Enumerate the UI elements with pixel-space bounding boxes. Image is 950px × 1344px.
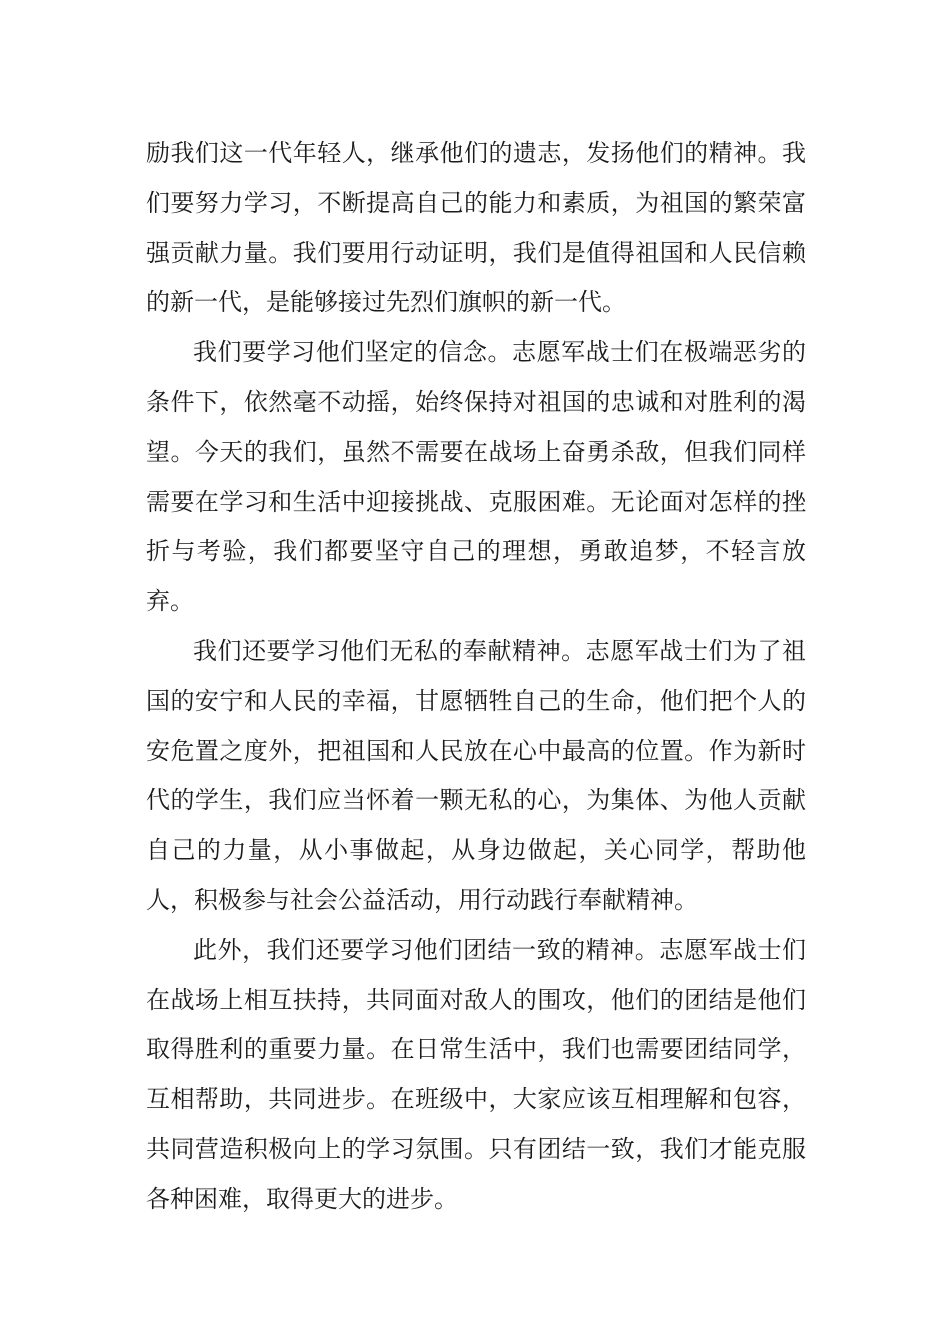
text-line: 共同营造积极向上的学习氛围。只有团结一致，我们才能克服 <box>146 1134 806 1163</box>
paragraph-4 <box>146 926 806 1225</box>
paragraph-3 <box>146 627 806 926</box>
text-line: 条件下，依然毫不动摇，始终保持对祖国的忠诚和对胜利的渴 <box>146 387 806 416</box>
text-line: 弃。 <box>146 587 194 616</box>
text-line: 在战场上相互扶持，共同面对敌人的围攻，他们的团结是他们 <box>146 985 806 1014</box>
text-line: 各种困难，取得更大的进步。 <box>146 1184 458 1213</box>
text-line: 代的学生，我们应当怀着一颗无私的心，为集体、为他人贡献 <box>146 786 806 815</box>
document-body <box>146 129 806 1225</box>
text-line: 励我们这一代年轻人，继承他们的遗志，发扬他们的精神。我 <box>146 139 806 167</box>
text-line: 们要努力学习，不断提高自己的能力和素质，为祖国的繁荣富 <box>146 188 806 217</box>
text-line: 互相帮助，共同进步。在班级中，大家应该互相理解和包容， <box>146 1085 806 1114</box>
text-line: 取得胜利的重要力量。在日常生活中，我们也需要团结同学， <box>146 1035 806 1064</box>
text-line: 人，积极参与社会公益活动，用行动践行奉献精神。 <box>146 885 698 914</box>
paragraph-1 <box>146 129 806 328</box>
text-line: 此外，我们还要学习他们团结一致的精神。志愿军战士们 <box>193 935 806 964</box>
text-line: 自己的力量，从小事做起，从身边做起，关心同学，帮助他 <box>146 836 806 865</box>
text-line: 强贡献力量。我们要用行动证明，我们是值得祖国和人民信赖 <box>146 238 806 267</box>
text-line: 我们要学习他们坚定的信念。志愿军战士们在极端恶劣的 <box>193 338 806 367</box>
text-line: 国的安宁和人民的幸福，甘愿牺牲自己的生命，他们把个人的 <box>146 686 806 715</box>
text-line: 望。今天的我们，虽然不需要在战场上奋勇杀敌，但我们同样 <box>146 437 806 466</box>
text-line: 的新一代，是能够接过先烈们旗帜的新一代。 <box>146 288 626 317</box>
text-line: 我们还要学习他们无私的奉献精神。志愿军战士们为了祖 <box>193 636 806 665</box>
text-line: 安危置之度外，把祖国和人民放在心中最高的位置。作为新时 <box>146 736 806 765</box>
text-line: 需要在学习和生活中迎接挑战、克服困难。无论面对怎样的挫 <box>146 487 806 516</box>
text-line: 折与考验，我们都要坚守自己的理想，勇敢追梦，不轻言放 <box>146 537 806 566</box>
paragraph-2 <box>146 328 806 627</box>
